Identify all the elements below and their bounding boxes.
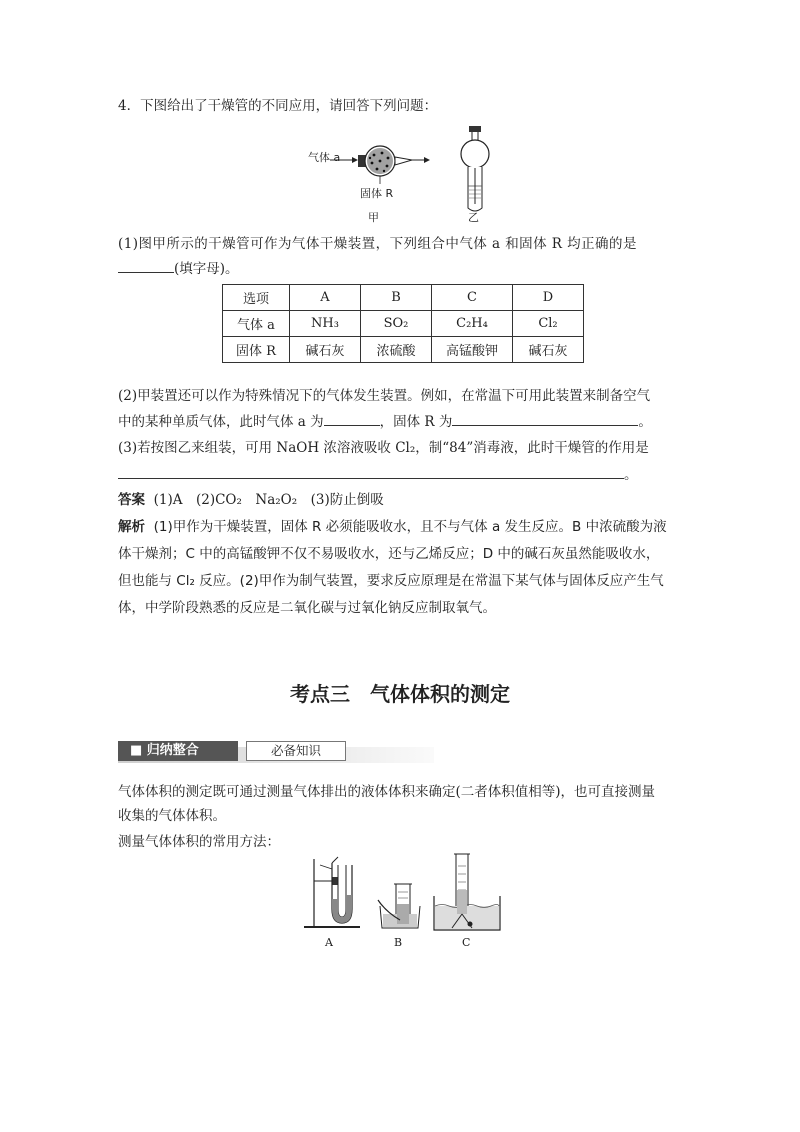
figure-label-b: B xyxy=(394,936,403,949)
figure-yi-label: 乙 xyxy=(468,211,479,224)
table-row xyxy=(223,311,584,337)
figure-label-a: A xyxy=(325,936,333,949)
q3-line1: (3)若按图乙来组装，可用 NaOH 浓溶液吸收 Cl₂，制“84”消毒液，此时干燥管的作用是 xyxy=(118,440,649,456)
q1-answer-blank[interactable] xyxy=(118,258,174,273)
table-cell: NH₃ xyxy=(290,311,361,337)
options-table xyxy=(222,284,584,363)
q2-end: 。 xyxy=(638,414,652,430)
figure-jia-label: 甲 xyxy=(368,211,379,224)
table-cell: 碱石灰 xyxy=(290,337,361,363)
apparatus-figure-a xyxy=(300,855,372,933)
q2-text-a: 中的某种单质气体，此时气体 a 为 xyxy=(118,414,324,430)
table-cell: C₂H₄ xyxy=(432,311,513,337)
q3-answer-blank[interactable] xyxy=(118,464,624,479)
q3-end: 。 xyxy=(624,467,638,483)
banner-main: ■ 归纳整合 xyxy=(118,741,238,761)
para1-line2: 收集的气体体积。 xyxy=(118,808,226,824)
q1-suffix: (填字母)。 xyxy=(174,261,239,277)
q1-line2 xyxy=(118,258,239,279)
q2-text-b: ，固体 R 为 xyxy=(379,414,453,430)
apparatus-figure-b xyxy=(376,880,424,934)
table-cell: D xyxy=(513,285,584,311)
table-row xyxy=(223,337,584,363)
apparatus-figure-c xyxy=(430,852,504,934)
analysis-line2: 体干燥剂；C 中的高锰酸钾不仅不易吸收水，还与乙烯反应；D 中的碱石灰虽然能吸收水， xyxy=(118,546,660,562)
figure-label-c: C xyxy=(462,936,471,949)
answer-text: (1)A (2)CO₂ Na₂O₂ (3)防止倒吸 xyxy=(153,492,384,508)
section-title: 考点三 气体体积的测定 xyxy=(290,682,510,706)
analysis-line1 xyxy=(118,517,667,537)
analysis-label: 解析 xyxy=(118,519,145,535)
table-cell: 选项 xyxy=(223,285,290,311)
gas-a-label: 气体 a xyxy=(308,151,341,164)
table-cell: 浓硫酸 xyxy=(361,337,432,363)
q2-solid-blank[interactable] xyxy=(452,411,638,426)
table-cell: A xyxy=(290,285,361,311)
table-cell: 高锰酸钾 xyxy=(432,337,513,363)
para2: 测量气体体积的常用方法： xyxy=(118,834,280,850)
table-cell: Cl₂ xyxy=(513,311,584,337)
section-banner xyxy=(118,741,434,763)
q3-line2 xyxy=(118,464,638,485)
analysis-text-1: (1)甲作为干燥装置，固体 R 必须能吸收水，且不与气体 a 发生反应。B 中浓硫酸为液 xyxy=(153,519,667,535)
para1-line1: 气体体积的测定既可通过测量气体排出的液体体积来确定(二者体积值相等)，也可直接测量 xyxy=(118,784,656,800)
drying-tube-figure-yi xyxy=(455,124,495,214)
solid-r-label: 固体 R xyxy=(360,187,394,200)
analysis-line4: 体，中学阶段熟悉的反应是二氧化碳与过氧化钠反应制取氧气。 xyxy=(118,600,496,616)
table-cell: SO₂ xyxy=(361,311,432,337)
question-title: 4．下图给出了干燥管的不同应用，请回答下列问题： xyxy=(118,98,438,114)
table-cell: 碱石灰 xyxy=(513,337,584,363)
answer-line xyxy=(118,490,384,510)
q1-line1: (1)图甲所示的干燥管可作为气体干燥装置，下列组合中气体 a 和固体 R 均正确的是 xyxy=(118,236,637,252)
q2-gas-blank[interactable] xyxy=(324,411,380,426)
q2-line2 xyxy=(118,411,652,432)
table-cell: 固体 R xyxy=(223,337,290,363)
table-cell: C xyxy=(432,285,513,311)
table-cell: B xyxy=(361,285,432,311)
analysis-line3: 但也能与 Cl₂ 反应。(2)甲作为制气装置，要求反应原理是在常温下某气体与固体反应产生气 xyxy=(118,573,664,589)
banner-sub: 必备知识 xyxy=(246,741,346,761)
table-row xyxy=(223,285,584,311)
answer-label: 答案 xyxy=(118,492,145,508)
table-cell: 气体 a xyxy=(223,311,290,337)
q2-line1: (2)甲装置还可以作为特殊情况下的气体发生装置。例如，在常温下可用此装置来制备空气 xyxy=(118,388,651,404)
